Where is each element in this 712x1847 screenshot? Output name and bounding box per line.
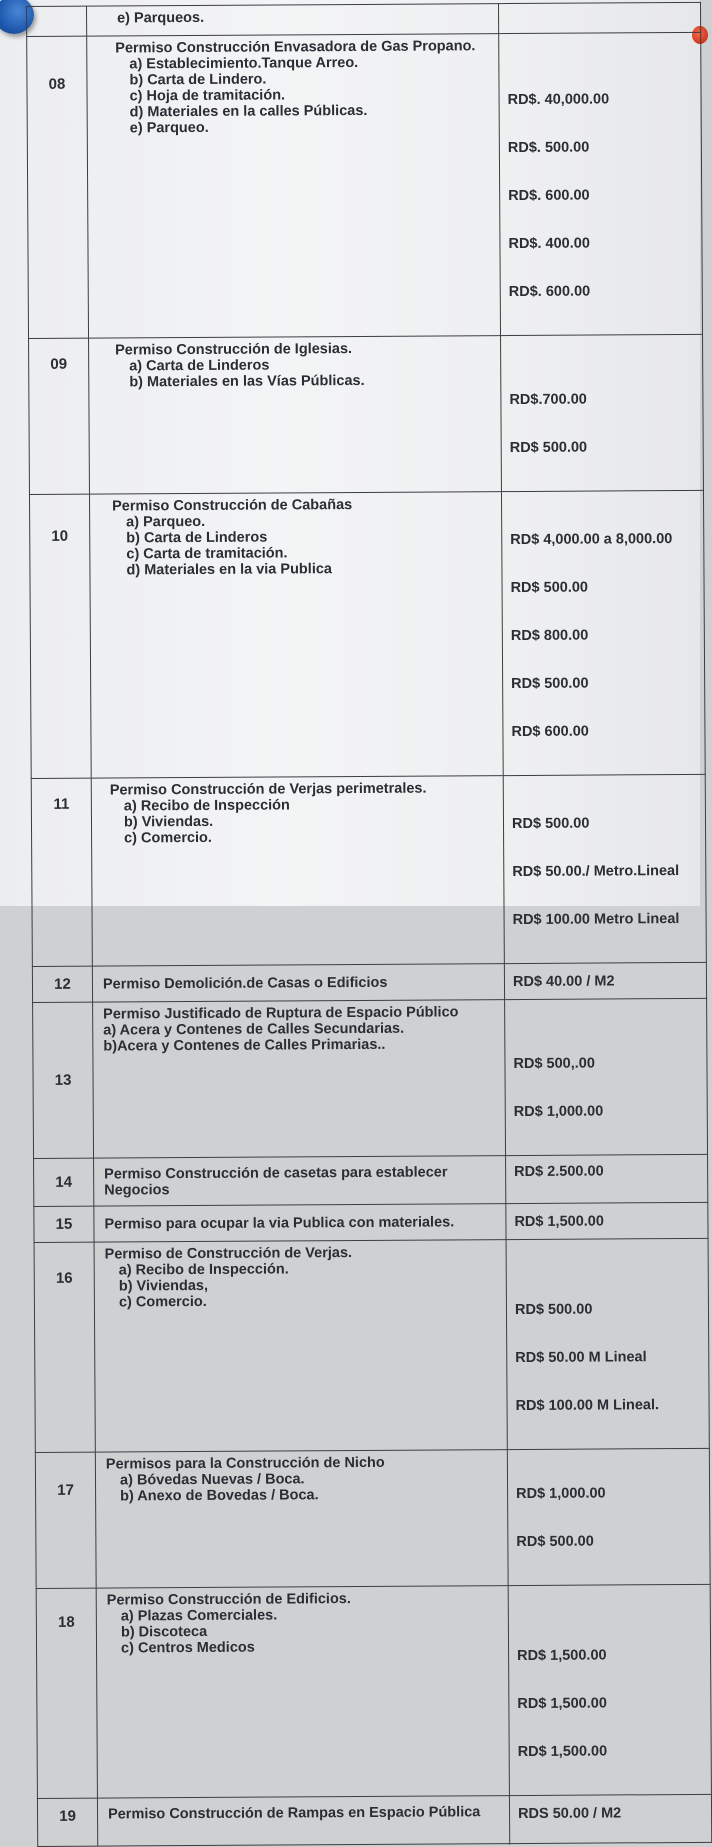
price-value: RD$ 1,000.00: [513, 1103, 604, 1121]
item-label: b)Acera y Contenes de Calles Primarias..: [103, 1036, 386, 1055]
permit-title: Permiso Justificado de Ruptura de Espacio Público: [103, 1004, 459, 1023]
row-number: 13: [33, 1002, 94, 1158]
item-label: a) Bóvedas Nuevas / Boca.: [119, 1471, 305, 1489]
permit-fee-table: [26, 2, 712, 1847]
price-value: RD$ 1,500.00: [517, 1695, 607, 1713]
row-price: [499, 32, 703, 335]
row-description: [94, 1204, 506, 1243]
permit-title: Permiso de Construcción de Verjas.: [104, 1245, 353, 1263]
price-value: RD$. 500.00: [507, 139, 590, 157]
table-row: [34, 1238, 709, 1452]
permit-title: Permisos para la Construcción de Nicho: [105, 1454, 385, 1473]
row-price: [506, 1154, 708, 1203]
price-value: RD$ 500.00: [511, 815, 590, 833]
row-number: [27, 6, 87, 36]
permit-title: Permiso Construcción de casetas para establecer Negocios: [104, 1164, 448, 1199]
table-row: [34, 1202, 708, 1242]
item-label: b) Viviendas,: [118, 1277, 209, 1295]
row-description: [89, 336, 502, 495]
permit-title: Permiso Construcción de Iglesias.: [115, 341, 353, 359]
row-description: [95, 1450, 508, 1589]
price-value: RD$ 100.00 M Lineal.: [515, 1397, 660, 1415]
item-label: c) Centros Medicos: [120, 1639, 255, 1657]
item-label: a) Parqueo.: [126, 513, 206, 531]
row-number: 08: [27, 36, 89, 338]
table-row: [32, 962, 706, 1002]
price-value: RD$ 1,500.00: [514, 1213, 604, 1231]
item-label: c) Comercio.: [124, 829, 212, 847]
price-value: RD$ 1,000.00: [516, 1485, 606, 1503]
item-label: e) Parqueos.: [117, 9, 205, 27]
price-value: RD$ 40.00 / M2: [512, 973, 615, 991]
row-number: 10: [29, 494, 91, 778]
row-description: [97, 1796, 509, 1847]
price-value: RD$. 600.00: [508, 283, 591, 301]
item-label: a) Acera y Contenes de Calles Secundarias.: [103, 1020, 405, 1039]
item-label: b) Viviendas.: [123, 813, 214, 831]
row-number: 11: [31, 778, 92, 966]
item-label: a) Carta de Linderos: [129, 357, 270, 375]
price-value: RD$ 500.00: [509, 439, 588, 457]
item-label: b) Carta de Linderos: [126, 529, 268, 547]
item-label: d) Materiales en la calles Públicas.: [129, 102, 368, 121]
row-description: [94, 1240, 507, 1453]
table-row: [31, 774, 706, 966]
table-row: [34, 1154, 708, 1206]
table-row: [35, 1448, 710, 1588]
table-row: [36, 1584, 711, 1798]
price-value: RD$.700.00: [509, 391, 587, 409]
row-number: 17: [35, 1452, 96, 1588]
row-price: [508, 1584, 711, 1795]
row-description: [92, 964, 504, 1003]
row-description: [96, 1586, 509, 1799]
price-value: RD$. 600.00: [508, 187, 590, 205]
item-label: b) Carta de Lindero.: [129, 71, 267, 89]
table-row: [29, 490, 705, 778]
row-description: [91, 776, 504, 967]
permit-title: Permiso para ocupar la via Publica con materiales.: [104, 1214, 455, 1233]
row-description: [89, 492, 503, 779]
price-value: RDS 50.00 / M2: [518, 1805, 622, 1823]
item-label: a) Plazas Comerciales.: [120, 1607, 278, 1625]
row-price: [506, 1202, 708, 1239]
table-row: [29, 334, 704, 494]
row-number: 16: [34, 1242, 95, 1452]
item-label: b) Anexo de Bovedas / Boca.: [120, 1487, 319, 1505]
price-value: RD$. 400.00: [508, 235, 590, 253]
item-label: a) Recibo de Inspección.: [118, 1261, 289, 1279]
price-value: RD$ 600.00: [511, 723, 589, 741]
table-row: [33, 998, 708, 1158]
row-description: [94, 1156, 506, 1207]
item-label: c) Comercio.: [118, 1293, 207, 1311]
row-price: [509, 1794, 711, 1843]
price-value: RD$. 40,000.00: [507, 91, 610, 109]
price-value: RD$ 100.00 Metro Lineal: [512, 911, 680, 929]
permit-title: Permiso Construcción de Verjas perimetrales.: [109, 780, 427, 799]
row-number: 14: [34, 1158, 94, 1206]
price-value: RD$ 1,500.00: [517, 1743, 608, 1761]
price-value: RD$ 500.00: [511, 675, 589, 693]
row-price: [507, 1448, 710, 1585]
item-label: b) Discoteca: [120, 1623, 208, 1641]
permit-title: Permiso Construcción de Edificios.: [106, 1591, 351, 1609]
price-value: RD$ 1,500.00: [517, 1647, 607, 1665]
item-label: c) Hoja de tramitación.: [129, 87, 286, 105]
price-value: RD$ 4,000.00 a 8,000.00: [510, 531, 673, 549]
row-number: 19: [37, 1798, 97, 1846]
row-price: [501, 490, 705, 775]
item-label: a) Recibo de Inspección: [123, 797, 290, 815]
row-description: [87, 34, 501, 339]
row-price: [506, 1238, 709, 1449]
permit-title: Permiso Construcción de Cabañas: [112, 497, 353, 515]
row-number: 12: [32, 966, 92, 1002]
item-label: c) Carta de tramitación.: [126, 545, 288, 563]
table-row: [37, 1794, 711, 1846]
row-price: [505, 998, 708, 1155]
row-description: [93, 1000, 506, 1159]
permit-title: Permiso Construcción de Rampas en Espacio Pública: [108, 1804, 481, 1823]
price-value: RD$ 2.500.00: [514, 1163, 604, 1181]
price-value: RD$ 500.00: [510, 579, 589, 597]
row-description: [87, 4, 499, 37]
table-row: [27, 2, 701, 36]
price-value: RD$ 800.00: [510, 627, 589, 645]
price-value: RD$ 500.00: [516, 1533, 594, 1551]
row-price: [504, 962, 706, 999]
item-label: d) Materiales en la via Publica: [126, 561, 332, 579]
row-number: 09: [29, 338, 90, 494]
row-number: 15: [34, 1206, 94, 1242]
item-label: a) Establecimiento.Tanque Arreo.: [129, 54, 359, 73]
permit-title: Permiso Demolición.de Casas o Edificios: [102, 974, 388, 993]
row-price: [498, 2, 700, 33]
price-value: RD$ 50.00./ Metro.Lineal: [512, 863, 680, 881]
table-row: [27, 32, 703, 338]
permit-title: Permiso Construcción Envasadora de Gas Propano.: [115, 38, 476, 57]
price-value: RD$ 500.00: [514, 1301, 593, 1319]
price-value: RD$ 50.00 M Lineal: [515, 1349, 647, 1367]
item-label: b) Materiales en las Vías Públicas.: [129, 372, 365, 391]
item-label: e) Parqueo.: [129, 119, 209, 137]
row-number: 18: [36, 1588, 97, 1798]
row-price: [503, 774, 706, 963]
row-price: [501, 334, 704, 491]
price-value: RD$ 500,.00: [513, 1055, 595, 1073]
